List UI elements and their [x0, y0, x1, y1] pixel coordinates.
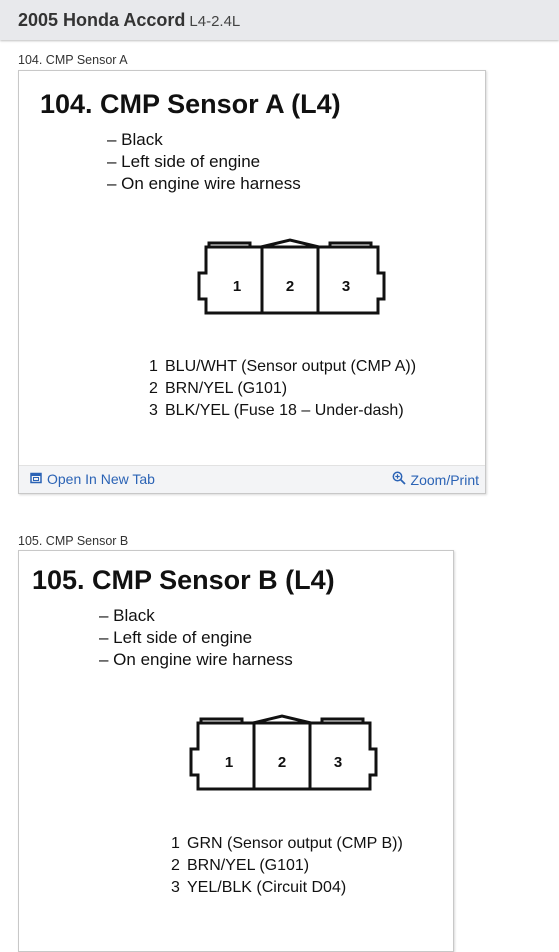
connector-pin-2: 2	[277, 754, 287, 771]
pinout-row: 2 BRN/YEL (G101)	[149, 380, 288, 397]
pinout-row: 2 BRN/YEL (G101)	[171, 857, 310, 874]
pinout-list	[149, 356, 416, 422]
location-notes	[99, 605, 293, 671]
open-in-new-tab-label: Open In New Tab	[47, 471, 155, 487]
connector-pin-3: 3	[341, 278, 351, 295]
connector-pin-1: 1	[232, 278, 242, 295]
pinout-row: 1 GRN (Sensor output (CMP B))	[171, 835, 403, 852]
vehicle-title: 2005 Honda Accord	[18, 9, 186, 30]
pinout-list	[171, 833, 403, 899]
figure-title: 105. CMP Sensor B (L4)	[32, 565, 335, 595]
note-harness: – On engine wire harness	[99, 650, 293, 669]
note-color: – Black	[99, 606, 155, 625]
note-location: – Left side of engine	[107, 152, 261, 171]
connector-diagram	[186, 713, 382, 795]
location-notes	[107, 129, 301, 195]
figure-caption: 105. CMP Sensor B	[18, 534, 129, 548]
figure-card-cmp-sensor-b	[18, 550, 454, 952]
pinout-row: 3 BLK/YEL (Fuse 18 – Under-dash)	[149, 402, 404, 419]
figure-title: 104. CMP Sensor A (L4)	[40, 89, 341, 119]
pinout-row: 3 YEL/BLK (Circuit D04)	[171, 879, 347, 896]
zoom-in-icon	[392, 471, 406, 488]
zoom-print-label: Zoom/Print	[410, 471, 479, 488]
note-location: – Left side of engine	[99, 628, 253, 647]
connector-pin-3: 3	[333, 754, 343, 771]
connector-pin-1: 1	[224, 754, 234, 771]
note-harness: – On engine wire harness	[107, 174, 301, 193]
figure-toolbar	[19, 465, 485, 493]
connector-pin-2: 2	[285, 278, 295, 295]
open-in-new-tab-icon	[30, 471, 42, 487]
zoom-print-button[interactable]	[392, 471, 479, 488]
note-color: – Black	[107, 130, 163, 149]
engine-label: L4-2.4L	[189, 12, 241, 30]
figure-caption: 104. CMP Sensor A	[18, 53, 128, 67]
pinout-row: 1 BLU/WHT (Sensor output (CMP A))	[149, 358, 417, 375]
connector-diagram	[194, 237, 390, 319]
page-header	[0, 0, 559, 40]
figure-card-cmp-sensor-a	[18, 70, 486, 494]
open-in-new-tab-button[interactable]	[30, 471, 155, 487]
